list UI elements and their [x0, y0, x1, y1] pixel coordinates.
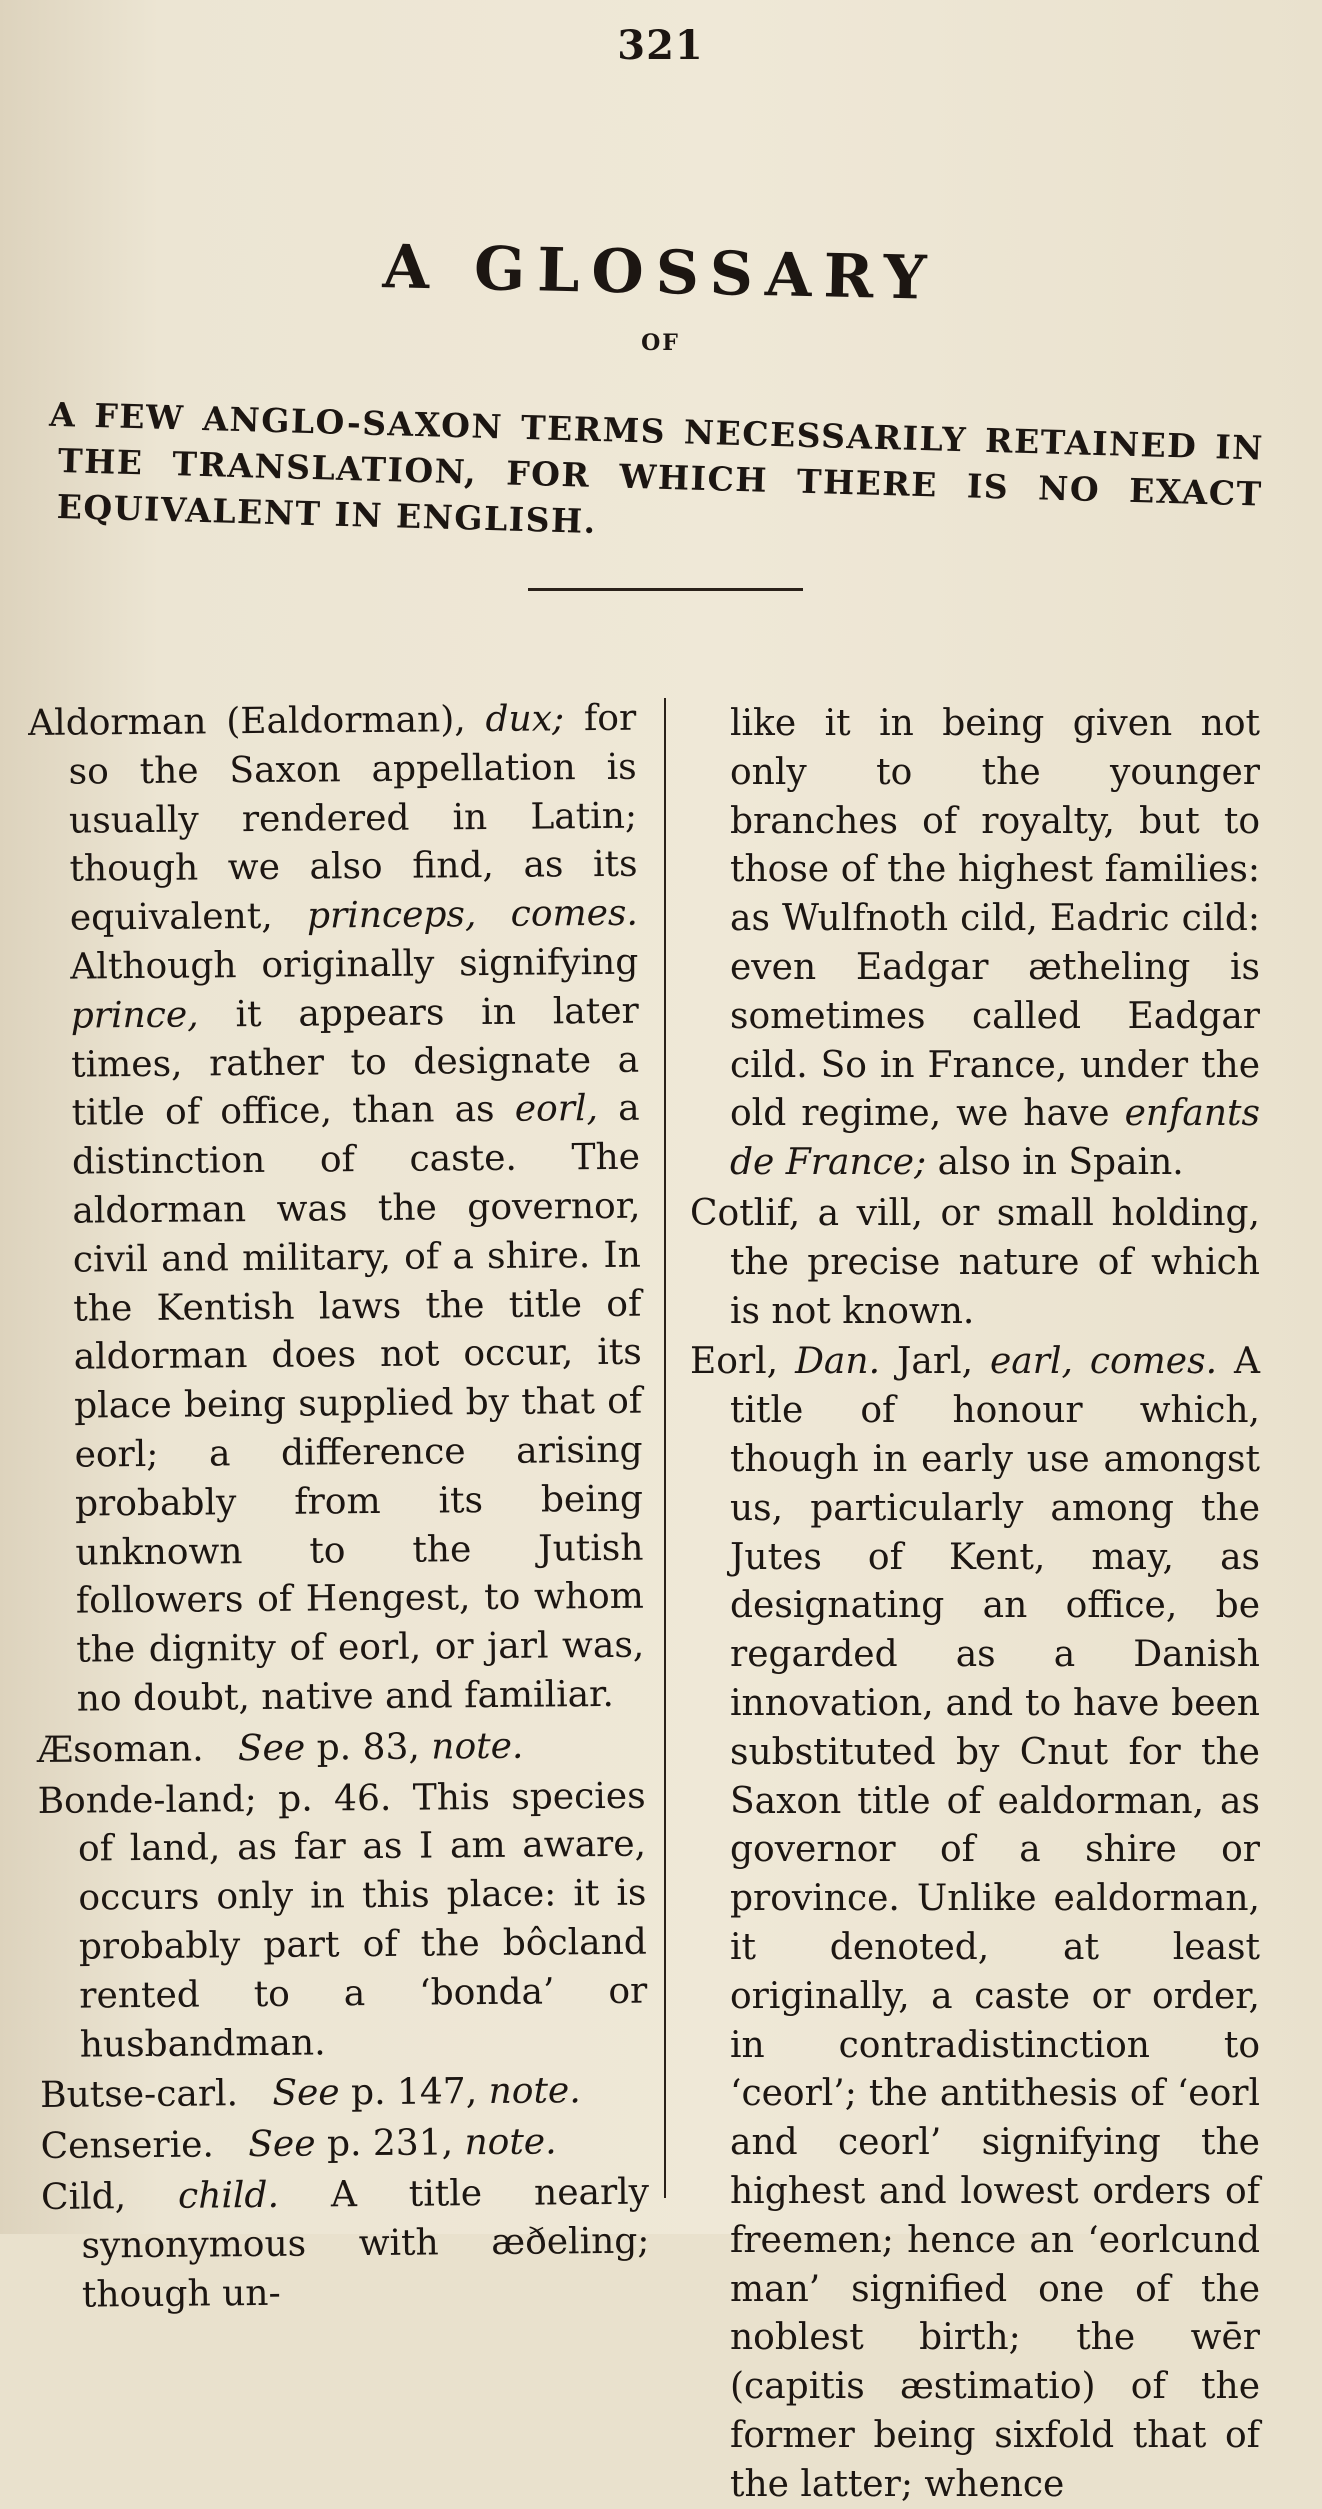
italic-term: See: [272, 2072, 340, 2115]
page-number: 321: [617, 22, 704, 69]
entry-cotlif: [690, 1190, 1260, 1336]
italic-term: princeps, comes.: [306, 892, 639, 937]
title-rule: [528, 588, 803, 591]
left-column: [28, 695, 650, 2316]
italic-term: enfants de France;: [730, 1093, 1260, 1184]
subtitle: A FEW ANGLO-SAXON TERMS NECESSARILY RETAINED IN THE TRANSLATION, FOR WHICH THERE IS NO EXACT EQUIVALENT IN ENGLISH.: [48, 394, 1265, 542]
page-title: A GLOSSARY: [381, 232, 940, 314]
italic-term: note.: [431, 1725, 524, 1768]
definition-text: p. 231,: [315, 2122, 454, 2165]
italic-term: prince,: [70, 994, 199, 1037]
italic-term: earl, comes.: [989, 1341, 1218, 1383]
italic-term: child.: [177, 2174, 280, 2217]
italic-term: note.: [488, 2070, 581, 2113]
italic-term: See: [237, 1727, 306, 1769]
entry-cild: [41, 2169, 650, 2321]
headword: Eorl,: [690, 1341, 779, 1383]
entry-aesoman: [37, 1721, 645, 1775]
definition-text: a vill, or small holding, the precise nature of which is not known.: [730, 1192, 1260, 1332]
italic-term: Dan.: [795, 1341, 881, 1383]
column-divider: [664, 698, 666, 2198]
title-connector: OF: [641, 330, 680, 356]
definition-text: for so the Saxon appellation is usually rendered in Latin; though we also find, as its equivalent,: [68, 697, 638, 939]
definition-text: A title of honour which, though in early use amongst us, particularly among the Jutes of Kent, may, as designating an office, be regarded as a Danish innovation, and to have been substituted by Cnut for the Saxon title of ealdorman, as governor of a shire or province. Unlike ealdorman, it denoted, at least originally, a caste or order, in contradistinction to ‘ceorl’; the antithesis of ‘eorl and ceorl’ signifying the highest and lowest orders of freemen; hence an ‘eorlcund man’ signified one of the noblest birth; the wēr (capitis æstimatio) of the former being sixfold that of the latter; whence: [730, 1341, 1260, 2505]
entry-censerie: [40, 2118, 648, 2172]
entry-butse-carl: [40, 2067, 648, 2121]
italic-term: dux;: [485, 698, 565, 741]
italic-term: See: [248, 2123, 316, 2166]
headword: Bonde-land;: [37, 1778, 257, 1822]
headword: Aldorman (Ealdorman),: [28, 699, 466, 744]
italic-term: eorl,: [514, 1088, 599, 1131]
headword: Cotlif,: [690, 1192, 801, 1234]
definition-text: also in Spain.: [926, 1142, 1184, 1184]
definition-text: a distinction of caste. The aldorman was the governor, civil and military, of a shire. In the Kentish laws the title of aldorman does not occur, its place being supplied by that of eorl; a difference arising probably from its being unknown to the Jutish followers of Hengest, to whom the dignity of eorl, or jarl was, no doubt, native and familiar.: [71, 1088, 645, 1720]
definition-text: p. 147,: [339, 2071, 478, 2114]
headword: Censerie.: [40, 2124, 215, 2168]
definition-text: p. 46. This species of land, as far as I am aware, occurs only in this place: it is probably part of the bôcland rented to a ‘bonda’ or husbandman.: [77, 1775, 648, 2066]
definition-text: p. 83,: [305, 1726, 421, 1769]
definition-text: Jarl,: [880, 1341, 974, 1383]
right-column: [690, 700, 1260, 2505]
headword: Butse-carl.: [40, 2073, 239, 2117]
entry-aldorman: [28, 695, 645, 1725]
entry-bonde-land: [37, 1772, 648, 2070]
italic-term: note.: [464, 2121, 557, 2164]
definition-text: it appears in later times, rather to designate a title of office, than as: [71, 990, 640, 1135]
definition-text: like it in being given not only to the younger branches of royalty, but to those of the highest families: as Wulfnoth cild, Eadric cild: even Eadgar ætheling is sometimes called Eadgar cild. So in France, under the old regime, we have: [730, 703, 1260, 1135]
definition-text: A title nearly synonymous with æðeling; though un-: [81, 2171, 650, 2316]
entry-eorl: [690, 1338, 1260, 2509]
headword: Cild,: [40, 2176, 127, 2218]
entry-cild-continued: [690, 700, 1260, 1188]
definition-text: Although originally signifying: [70, 941, 639, 988]
headword: Æsoman.: [36, 1728, 204, 1771]
